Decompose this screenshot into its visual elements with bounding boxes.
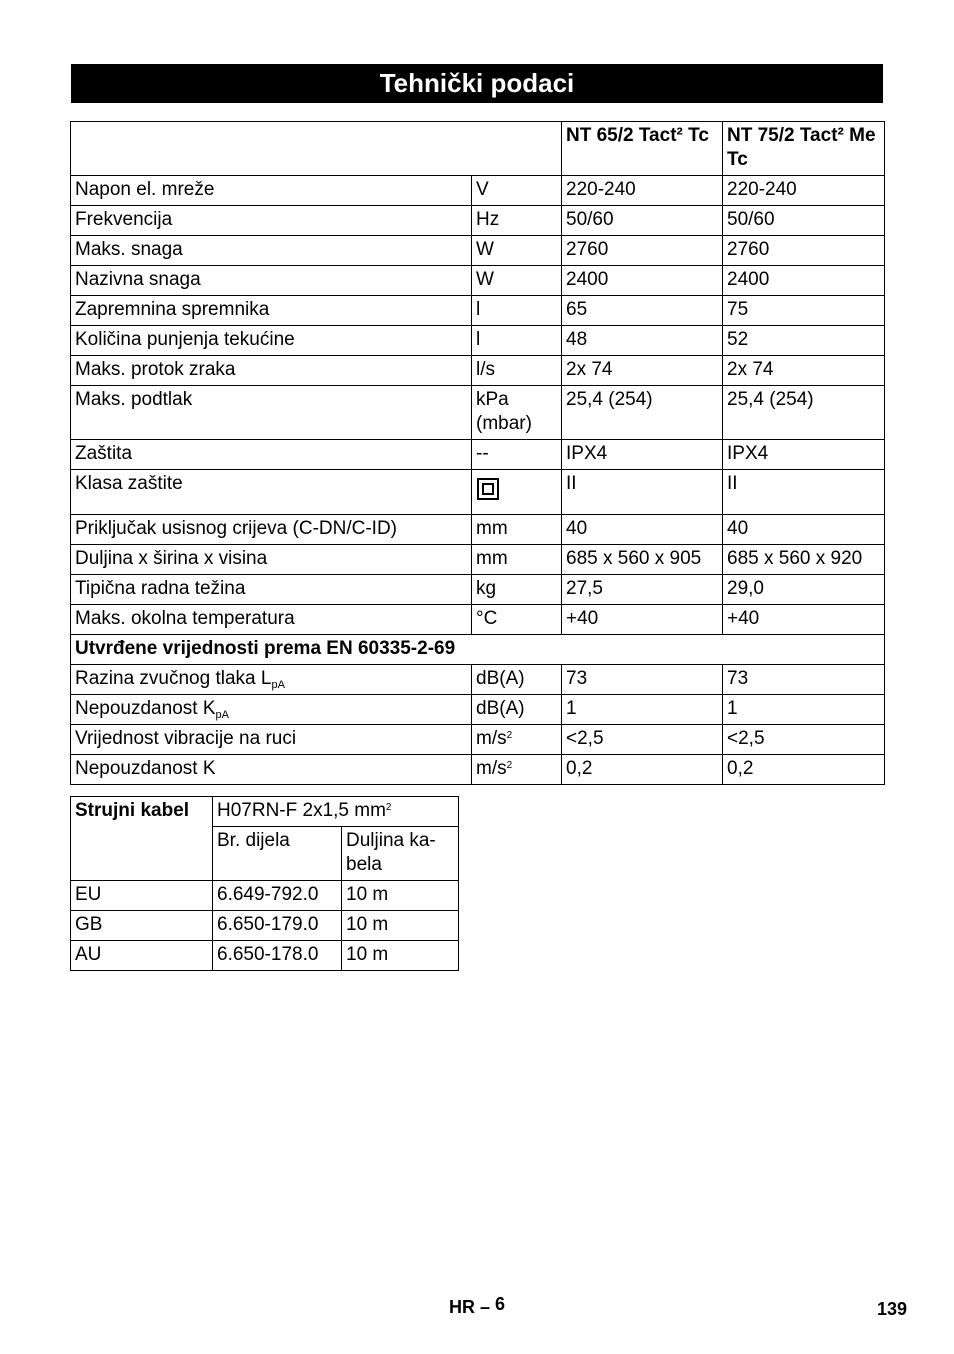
spec-value-2: II: [723, 470, 885, 515]
cable-region: AU: [71, 941, 213, 971]
section-row: [71, 635, 885, 665]
spec-label: Maks. protok zraka: [71, 356, 472, 386]
spec-label: [71, 665, 472, 695]
spec-value-2: 1: [723, 695, 885, 725]
spec-unit: l/s: [472, 356, 562, 386]
cable-part-number: 6.649-792.0: [213, 881, 342, 911]
spec-value-2: 2760: [723, 236, 885, 266]
table-row: [71, 665, 885, 695]
unit-superscript: 2: [506, 730, 513, 741]
spec-value-2: 52: [723, 326, 885, 356]
cable-length-header: Duljina ka-bela: [342, 827, 459, 881]
spec-table: [70, 121, 885, 785]
spec-value-2: 2400: [723, 266, 885, 296]
spec-header-row: [71, 122, 885, 176]
spec-value-2: 685 x 560 x 920: [723, 545, 885, 575]
spec-value-1: 73: [562, 665, 723, 695]
spec-value-1: 2x 74: [562, 356, 723, 386]
label-subscript: pA: [215, 709, 229, 721]
spec-unit: V: [472, 176, 562, 206]
spec-unit: mm: [472, 545, 562, 575]
spec-label: Maks. snaga: [71, 236, 472, 266]
spec-value-1: II: [562, 470, 723, 515]
page-title: Tehnički podaci: [71, 64, 883, 103]
table-row: [71, 236, 885, 266]
spec-value-1: 65: [562, 296, 723, 326]
spec-value-1: 48: [562, 326, 723, 356]
unit-text: m/s: [476, 758, 507, 779]
header-empty-cell: [71, 122, 562, 176]
cable-length: 10 m: [342, 881, 459, 911]
spec-unit: [472, 470, 562, 515]
spec-unit: dB(A): [472, 665, 562, 695]
cable-table: [70, 796, 459, 971]
spec-unit: [472, 755, 562, 785]
spec-value-2: 0,2: [723, 755, 885, 785]
cable-type: [213, 797, 459, 827]
spec-label: Nepouzdanost K: [71, 755, 472, 785]
spec-value-2: 75: [723, 296, 885, 326]
cable-length: 10 m: [342, 911, 459, 941]
spec-value-1: 50/60: [562, 206, 723, 236]
cable-type-superscript: 2: [385, 802, 392, 813]
spec-label: Frekvencija: [71, 206, 472, 236]
spec-value-1: 27,5: [562, 575, 723, 605]
spec-label: Vrijednost vibracije na ruci: [71, 725, 472, 755]
spec-label: Napon el. mreže: [71, 176, 472, 206]
spec-value-1: 25,4 (254): [562, 386, 723, 440]
section-title: Utvrđene vrijednosti prema EN 60335-2-69: [71, 635, 885, 665]
spec-label: Tipična radna težina: [71, 575, 472, 605]
table-row: [71, 911, 459, 941]
footer-language: HR –: [449, 1297, 491, 1317]
table-row: [71, 575, 885, 605]
table-row: [71, 605, 885, 635]
cable-header-row: [71, 797, 459, 827]
unit-superscript: 2: [506, 760, 513, 771]
cable-label: Strujni kabel: [71, 797, 213, 881]
spec-value-1: IPX4: [562, 440, 723, 470]
spec-value-2: 50/60: [723, 206, 885, 236]
table-row: [71, 725, 885, 755]
table-row: [71, 206, 885, 236]
cable-region: GB: [71, 911, 213, 941]
spec-unit: W: [472, 236, 562, 266]
cable-length: 10 m: [342, 941, 459, 971]
table-row: [71, 386, 885, 440]
spec-value-1: 220-240: [562, 176, 723, 206]
spec-unit: kg: [472, 575, 562, 605]
spec-value-2: 29,0: [723, 575, 885, 605]
cable-region: EU: [71, 881, 213, 911]
spec-label: Nazivna snaga: [71, 266, 472, 296]
footer-section-page: 6: [495, 1294, 506, 1314]
spec-unit: kPa (mbar): [472, 386, 562, 440]
table-row: [71, 941, 459, 971]
footer-section-label: [449, 1294, 506, 1318]
spec-label: Maks. okolna temperatura: [71, 605, 472, 635]
part-number-header: Br. dijela: [213, 827, 342, 881]
spec-value-2: IPX4: [723, 440, 885, 470]
spec-unit: [472, 725, 562, 755]
spec-unit: Hz: [472, 206, 562, 236]
spec-label: Zaštita: [71, 440, 472, 470]
spec-unit: --: [472, 440, 562, 470]
cable-part-number: 6.650-179.0: [213, 911, 342, 941]
spec-unit: °C: [472, 605, 562, 635]
table-row: [71, 326, 885, 356]
spec-value-1: 0,2: [562, 755, 723, 785]
spec-label: Duljina x širina x visina: [71, 545, 472, 575]
spec-value-1: 2760: [562, 236, 723, 266]
table-row: [71, 296, 885, 326]
spec-unit: W: [472, 266, 562, 296]
label-text: Nepouzdanost K: [75, 698, 216, 719]
cable-type-text: H07RN-F 2x1,5 mm: [217, 800, 386, 821]
spec-value-1: +40: [562, 605, 723, 635]
cable-part-number: 6.650-178.0: [213, 941, 342, 971]
spec-label: Zapremnina spremnika: [71, 296, 472, 326]
table-row: [71, 515, 885, 545]
protection-class-2-icon: [477, 478, 499, 500]
spec-value-2: +40: [723, 605, 885, 635]
spec-value-2: 2x 74: [723, 356, 885, 386]
page-number: 139: [877, 1299, 908, 1319]
table-row: [71, 545, 885, 575]
spec-unit: l: [472, 326, 562, 356]
spec-value-1: 40: [562, 515, 723, 545]
spec-label: Količina punjenja tekućine: [71, 326, 472, 356]
model-1-header: NT 65/2 Tact² Tc: [562, 122, 723, 176]
table-row: [71, 176, 885, 206]
spec-value-1: <2,5: [562, 725, 723, 755]
model-2-header: NT 75/2 Tact² Me Tc: [723, 122, 885, 176]
label-subscript: pA: [271, 679, 285, 691]
spec-unit: l: [472, 296, 562, 326]
spec-label: Maks. podtlak: [71, 386, 472, 440]
spec-unit: mm: [472, 515, 562, 545]
table-row: [71, 266, 885, 296]
table-row: [71, 356, 885, 386]
spec-value-1: 685 x 560 x 905: [562, 545, 723, 575]
spec-value-2: 73: [723, 665, 885, 695]
table-row: [71, 470, 885, 515]
table-row: [71, 695, 885, 725]
unit-text: m/s: [476, 728, 507, 749]
table-row: [71, 881, 459, 911]
spec-label: [71, 695, 472, 725]
spec-value-1: 1: [562, 695, 723, 725]
spec-unit: dB(A): [472, 695, 562, 725]
spec-value-2: 25,4 (254): [723, 386, 885, 440]
spec-value-1: 2400: [562, 266, 723, 296]
spec-label: Klasa zaštite: [71, 470, 472, 515]
label-text: Razina zvučnog tlaka L: [75, 668, 272, 689]
spec-label: Priključak usisnog crijeva (C-DN/C-ID): [71, 515, 472, 545]
table-row: [71, 440, 885, 470]
spec-value-2: 220-240: [723, 176, 885, 206]
spec-value-2: 40: [723, 515, 885, 545]
spec-value-2: <2,5: [723, 725, 885, 755]
table-row: [71, 755, 885, 785]
